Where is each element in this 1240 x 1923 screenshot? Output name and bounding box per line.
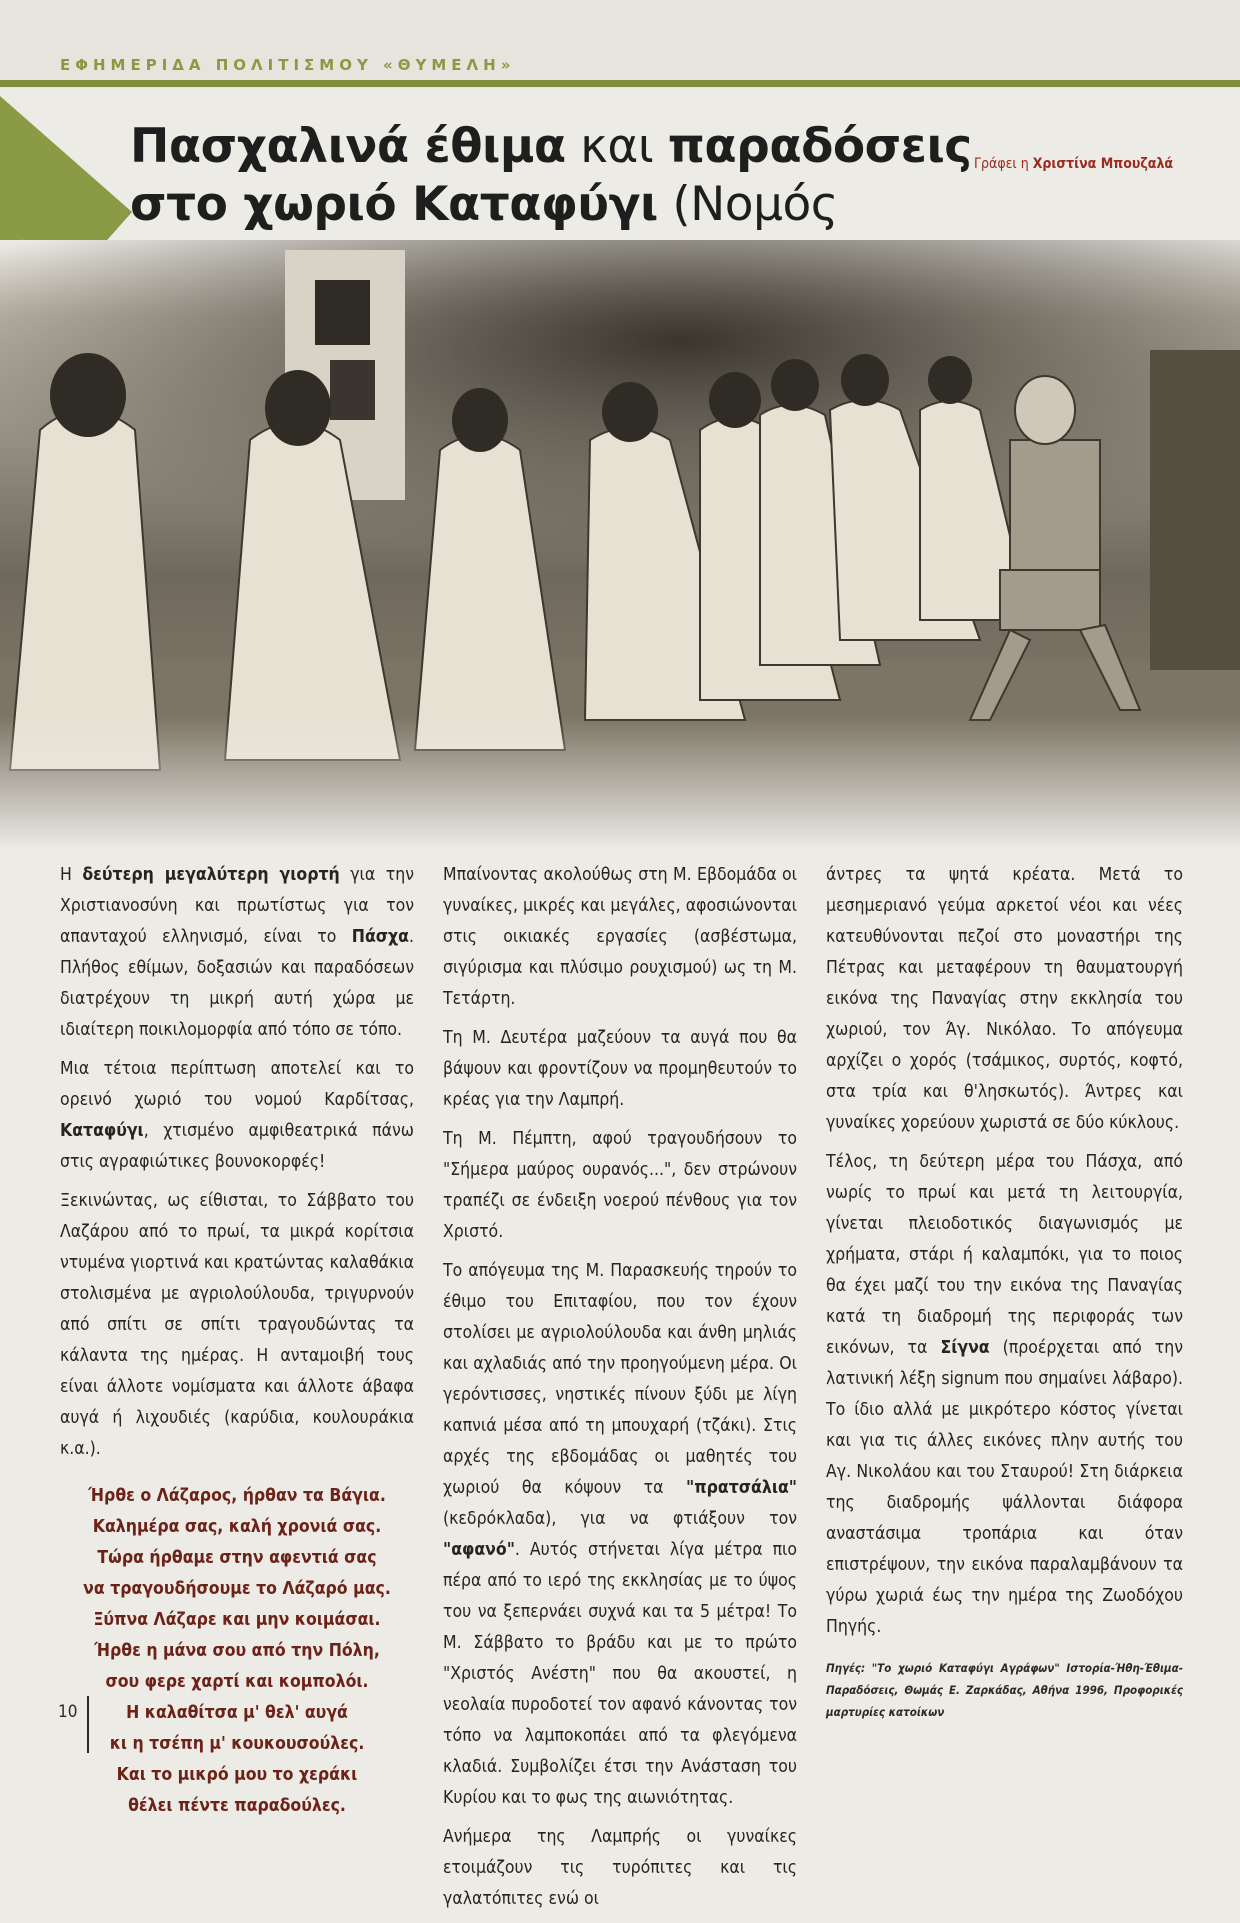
- poem-line: Και το μικρό μου το χεράκι: [116, 1765, 358, 1785]
- title-bold-3: στο χωριό Καταφύγι: [130, 177, 658, 232]
- paragraph: [443, 1256, 797, 1814]
- publication-name: ΕΦΗΜΕΡΙΔΑ ΠΟΛΙΤΙΣΜΟΥ «ΘΥΜΕΛΗ»: [60, 56, 516, 74]
- poem-line: κι η τσέπη μ' κουκουσούλες.: [109, 1734, 365, 1754]
- poem: [60, 1481, 414, 1822]
- text: , χτισμένο αμφιθεατρικά πάνω στις αγραφιώτικες βουνοκορφές!: [60, 1121, 414, 1172]
- paragraph: Τη Μ. Δευτέρα μαζεύουν τα αυγά που θα βάψουν και φροντίζουν να προμηθευτούν το κρέας για την Λαμπρή.: [443, 1028, 797, 1110]
- header-band: [0, 0, 1240, 88]
- text-bold: δεύτερη μεγαλύτερη γιορτή: [82, 865, 340, 885]
- author-byline: [974, 156, 1173, 172]
- paragraph: [826, 1147, 1183, 1643]
- poem-line: Η καλαθίτσα μ' θελ' αυγά: [126, 1703, 348, 1723]
- paragraph: άντρες τα ψητά κρέατα. Μετά το μεσημεριανό γεύμα αρκετοί νέοι και νέες κατευθύνονται πεζοί στο μοναστήρι της Πέτρας και μεταφέρουν τη θαυματουργή εικόνα της Παναγίας στην εκκλησία του χωριού, τον Άγ. Νικόλαο. Το απόγευμα αρχίζει ο χορός (τσάμικος, συρτός, κοφτό, στα τρία και θ'λησκωτός). Άντρες και γυναίκες χορεύουν χωριστά σε δύο κύκλους.: [826, 865, 1183, 1133]
- poem-line: Ήρθε ο Λάζαρος, ήρθαν τα Βάγια.: [88, 1486, 386, 1506]
- title-light-2: (Νομός: [672, 177, 838, 232]
- text: Τέλος, τη δεύτερη μέρα του Πάσχα, από νωρίς το πρωί και μετά τη λειτουργία, γίνεται πλειοδοτικός διαγωνισμός με χρήματα, στάρι ή καλαμπόκι, για το ποιος θα έχει μαζί του την εικόνα της Παναγίας κατά τη διαδρομή της περιφοράς των εικόνων, τα: [826, 1152, 1183, 1358]
- paragraph: [60, 860, 414, 1046]
- text: (προέρχεται από την λατινική λέξη signum που σημαίνει λάβαρο). Το ίδιο αλλά με μικρότερο κόστος γίνεται και για τις άλλες εικόνες πλην αυτής του Αγ. Νικολάου και του Σταυρού! Στη διάρκεια της διαδρομής ψάλλονται διάφορα αναστάσιμα τροπάρια και όταν επιστρέψουν, την εικόνα παραλαμβάνουν τα γύρω χωριά έως την ημέρα της Ζωοδόχου Πηγής.: [826, 1338, 1184, 1637]
- text: . Πλήθος εθίμων, δοξασιών και παραδόσεων διατρέχουν τη μικρή αυτή χώρα με ιδιαίτερη ποικιλομορφία από τόπο σε τόπο.: [60, 927, 414, 1040]
- paragraph: Ξεκινώντας, ως είθισται, το Σάββατο του Λαζάρου από το πρωί, τα μικρά κορίτσια ντυμένα γιορτινά και κρατώντας καλαθάκια στολισμένα με αγριολούλουδα, τριγυρνούν από σπίτι σε σπίτι τραγουδώντας τα κάλαντα της ημέρας. Η ανταμοιβή τους είναι άλλοτε νομίσματα και άλλοτε άβαφα αυγά ή λιχουδιές (καρύδια, κουλουράκια κ.α.).: [60, 1191, 414, 1459]
- poem-line: Ξύπνα Λάζαρε και μην κοιμάσαι.: [93, 1610, 381, 1630]
- text-bold: Σίγνα: [940, 1338, 990, 1358]
- poem-line: Καλημέρα σας, καλή χρονιά σας.: [92, 1517, 382, 1537]
- text: Η: [60, 865, 83, 885]
- poem-line: να τραγουδήσουμε το Λάζαρό μας.: [83, 1579, 391, 1599]
- column-1: [60, 860, 414, 1822]
- page-number: 10: [58, 1702, 78, 1722]
- title-bold-2: παραδόσεις: [667, 119, 972, 174]
- poem-line: σου φερε χαρτί και κομπολόι.: [105, 1672, 369, 1692]
- text-bold: "πρατσάλια": [686, 1478, 797, 1498]
- column-3: [826, 860, 1183, 1731]
- poem-line: θέλει πέντε παραδούλες.: [128, 1796, 346, 1816]
- text-bold: "αφανό": [443, 1540, 515, 1560]
- sources-note: Πηγές: "Το χωριό Καταφύγι Αγράφων" Ιστορία-Ήθη-Έθιμα-Παραδόσεις, Θωμάς Ε. Ζαρκάδας, Αθήνα 1996, Προφορικές μαρτυρίες κατοίκων: [826, 1661, 1183, 1719]
- header-rule: [0, 80, 1240, 87]
- paragraph: Ανήμερα της Λαμπρής οι γυναίκες ετοιμάζουν τις τυρόπιτες και τις γαλατόπιτες ενώ οι: [443, 1827, 797, 1909]
- text: (κεδρόκλαδα), για να φτιάξουν τον: [443, 1509, 797, 1529]
- paragraph: [60, 1054, 414, 1178]
- text-bold: Πάσχα: [351, 927, 409, 947]
- text: για την Χριστιανοσύνη και πρωτίστως για τον απανταχού ελληνισμό, είναι το: [60, 865, 414, 947]
- title-bold-1: Πασχαλινά έθιμα: [130, 119, 566, 174]
- historical-photo: [0, 240, 1240, 850]
- poem-line: Τώρα ήρθαμε στην αφεντιά σας: [97, 1548, 377, 1568]
- text-bold: Καταφύγι: [60, 1121, 144, 1141]
- text: Μια τέτοια περίπτωση αποτελεί και το ορεινό χωριό του νομού Καρδίτσας,: [60, 1059, 414, 1110]
- column-2: [443, 860, 797, 1923]
- poem-line: Ήρθε η μάνα σου από την Πόλη,: [94, 1641, 380, 1661]
- text: Το απόγευμα της Μ. Παρασκευής τηρούν το έθιμο του Επιταφίου, που τον έχουν στολίσει με αγριολούλουδα και άνθη μηλιάς και αχλαδιάς από την προηγούμενη μέρα. Οι γερόντισσες, νηστικές πίνουν ξύδι με λίγη καπνιά μέσα από τη μπουχαρή (τζάκι). Στις αρχές της εβδομάδας οι μαθητές του χωριού θα κόψουν τα: [443, 1261, 797, 1498]
- author-prefix: Γράφει η: [974, 156, 1029, 172]
- text: . Αυτός στήνεται λίγα μέτρα πιο πέρα από το ιερό της εκκλησίας με το ύψος του να ξεπερνάει συχνά και τα 5 μέτρα! Το Μ. Σάββατο το βράδυ και με το πρώτο "Χριστός Ανέστη" που θα ακουστεί, η νεολαία πυροδοτεί τον αφανό κάνοντας τον τόπο να λαμποκοπάει από τα φλεγόμενα κλαδιά. Συμβολίζει έτσι την Ανάσταση του Κυρίου και το φως της αιωνιότητας.: [443, 1540, 797, 1808]
- title-light-1: και: [580, 119, 654, 174]
- page-number-rule: [87, 1696, 89, 1753]
- paragraph: Τη Μ. Πέμπτη, αφού τραγουδήσουν το "Σήμερα μαύρος ουρανός...", δεν στρώνουν τραπέζι σε ένδειξη νοερού πένθους για τον Χριστό.: [443, 1129, 797, 1242]
- author-name: Χριστίνα Μπουζαλά: [1032, 156, 1174, 172]
- paragraph: Μπαίνοντας ακολούθως στη Μ. Εβδομάδα οι γυναίκες, μικρές και μεγάλες, αφοσιώνονται στις οικιακές εργασίες (ασβέστωμα, σιγύρισμα και πλύσιμο ρουχισμού) ως τη Μ. Τετάρτη.: [443, 865, 797, 1009]
